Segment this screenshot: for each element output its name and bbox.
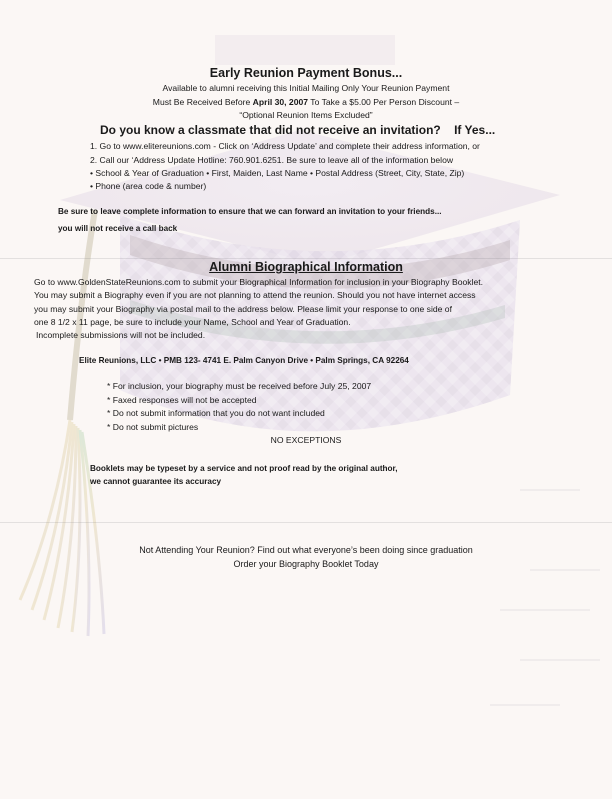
invite-step-1: 1. Go to www.elitereunions.com - Click on ‘Address Update’ and complete their address information, or bbox=[90, 141, 480, 151]
invite-step-2: 2. Call our ‘Address Update Hotline: 760.901.6251. Be sure to leave all of the information below bbox=[90, 155, 454, 165]
invite-bullet-2: • Phone (area code & number) bbox=[90, 181, 207, 191]
bio-paragraph-line-3: you may submit your Biography via postal mail to the address below. Please limit your response to one side of bbox=[34, 304, 452, 314]
bio-rule-3: * Do not submit information that you do not want included bbox=[107, 408, 325, 418]
bio-paragraph-line-1: Go to www.GoldenStateReunions.com to submit your Biographical Information for inclusion in your Biography Booklet. bbox=[34, 277, 484, 287]
bonus-title: Early Reunion Payment Bonus... bbox=[209, 66, 403, 80]
bio-paragraph-line-2: You may submit a Biography even if you are not planning to attend the reunion. Should you not have internet access bbox=[34, 290, 476, 300]
booklet-disclaimer-2: we cannot guarantee its accuracy bbox=[90, 477, 222, 486]
bio-paragraph-line-5: Incomplete submissions will not be included. bbox=[36, 330, 206, 340]
bio-heading: Alumni Biographical Information bbox=[209, 260, 403, 274]
invite-note: Be sure to leave complete information to ensure that we can forward an invitation to your friends... bbox=[58, 207, 442, 216]
mailing-address: Elite Reunions, LLC • PMB 123- 4741 E. Palm Canyon Drive • Palm Springs, CA 92264 bbox=[79, 356, 409, 365]
bio-rule-1: * For inclusion, your biography must be received before July 25, 2007 bbox=[107, 381, 372, 391]
bonus-deadline-date: April 30, 2007 bbox=[252, 97, 309, 107]
fold-line bbox=[0, 258, 612, 259]
bonus-line-3: “Optional Reunion Items Excluded” bbox=[239, 110, 373, 120]
footer-line-2: Order your Biography Booklet Today bbox=[233, 559, 379, 569]
fold-line bbox=[0, 522, 612, 523]
bio-rule-4: * Do not submit pictures bbox=[107, 422, 199, 432]
bonus-line-1: Available to alumni receiving this Initial Mailing Only Your Reunion Payment bbox=[162, 83, 450, 93]
no-exceptions: NO EXCEPTIONS bbox=[270, 435, 342, 445]
bio-paragraph-line-4: one 8 1/2 x 11 page, be sure to include your Name, School and Year of Graduation. bbox=[34, 317, 351, 327]
invite-bullet-1: • School & Year of Graduation • First, Maiden, Last Name • Postal Address (Street, City, State, Zip) bbox=[90, 168, 465, 178]
invite-question: Do you know a classmate that did not receive an invitation? If Yes... bbox=[100, 123, 496, 137]
invite-yes: If Yes... bbox=[454, 123, 496, 137]
footer-line-1: Not Attending Your Reunion? Find out what everyone’s been doing since graduation bbox=[139, 545, 473, 555]
invite-note-2: you will not receive a call back bbox=[58, 224, 178, 233]
bio-rule-2: * Faxed responses will not be accepted bbox=[107, 395, 257, 405]
bonus-line-2: Must Be Received Before April 30, 2007 To Take a $5.00 Per Person Discount – bbox=[152, 97, 460, 107]
booklet-disclaimer-1: Booklets may be typeset by a service and not proof read by the original author, bbox=[90, 464, 398, 473]
